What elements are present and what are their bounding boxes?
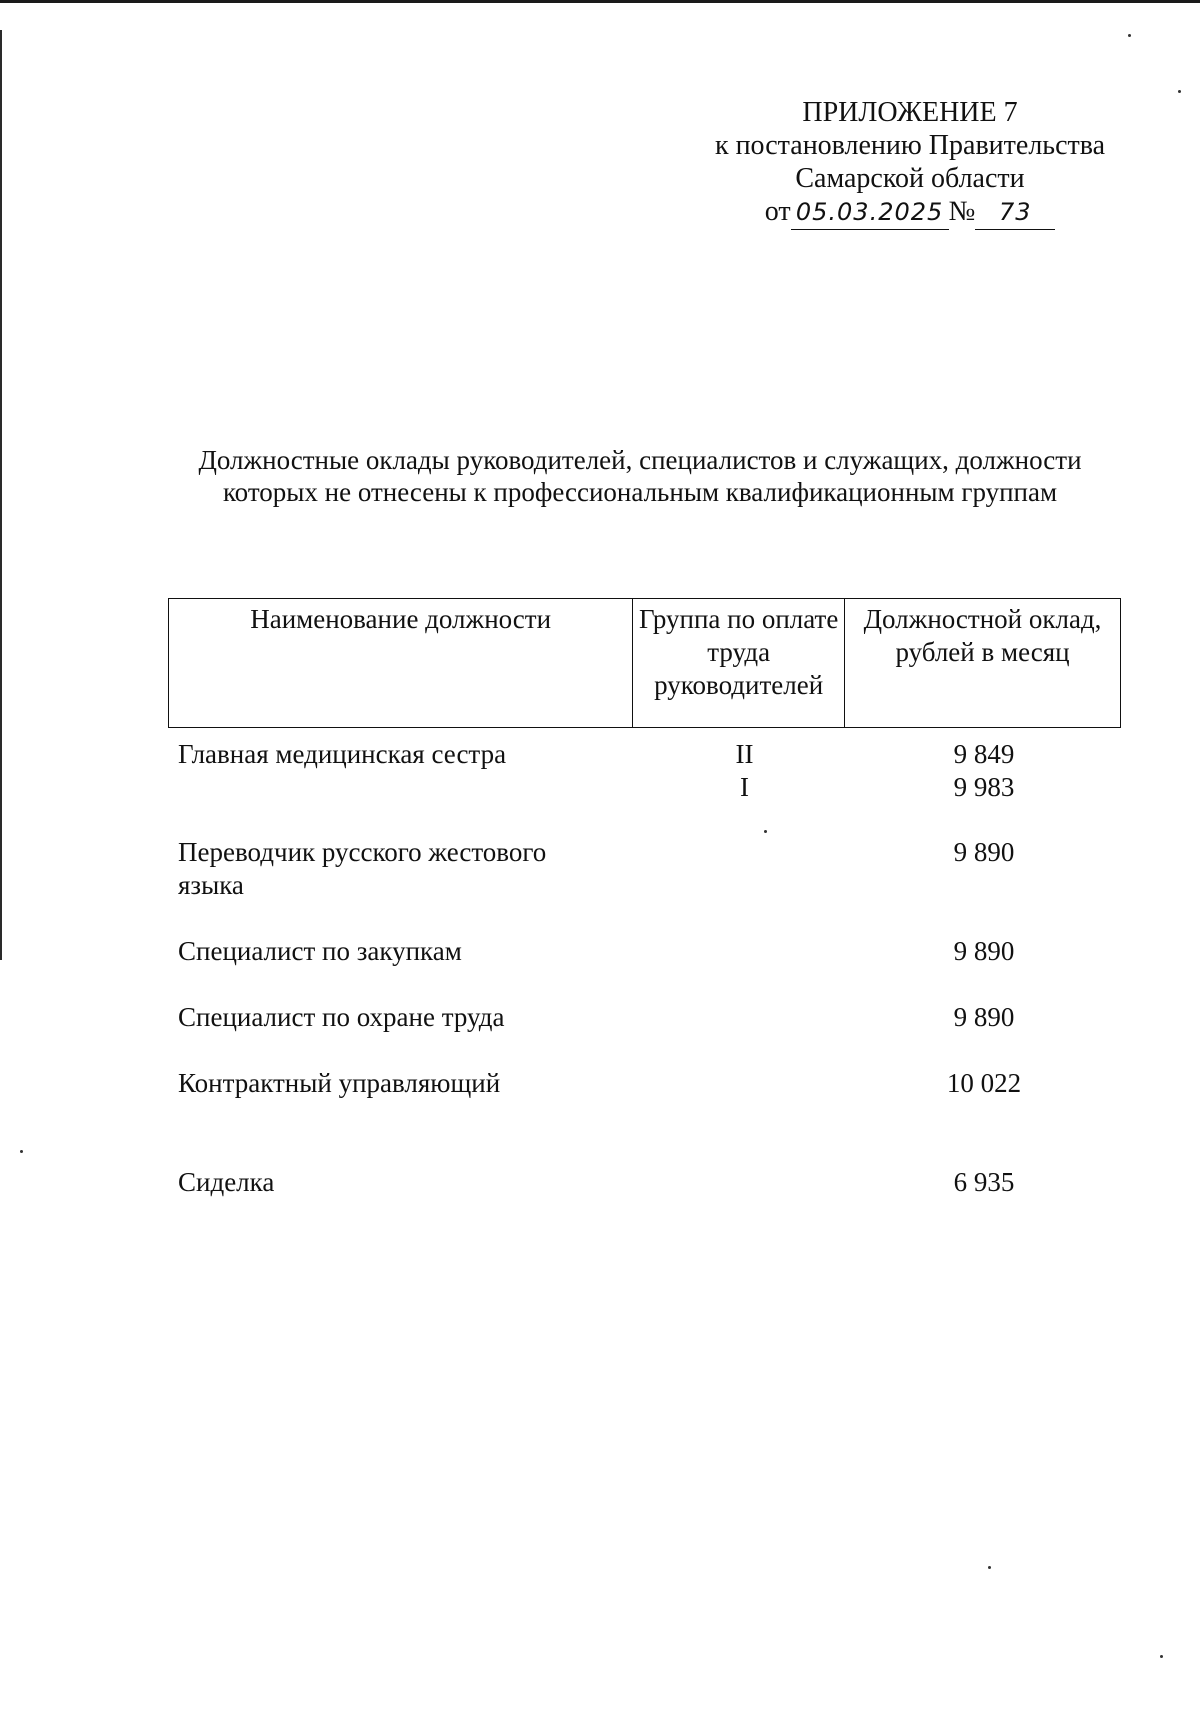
title-line-2: которых не отнесены к профессиональным квалификационным группам	[222, 477, 1058, 507]
scan-speck	[1128, 34, 1131, 37]
scan-speck	[764, 830, 767, 833]
appendix-line-3: Самарской области	[795, 163, 1025, 194]
scan-speck	[1160, 1655, 1163, 1658]
salary-value: 9 890	[953, 837, 1015, 867]
appendix-line-2: к постановлению Правительства	[714, 130, 1106, 161]
scan-speck	[988, 1566, 991, 1569]
scan-speck	[1178, 90, 1181, 93]
appendix-line-1: ПРИЛОЖЕНИЕ 7	[802, 97, 1018, 128]
salary-value: 9 849	[953, 739, 1015, 769]
position-name: Контрактный управляющий	[178, 1068, 501, 1098]
position-name: Сиделка	[178, 1167, 275, 1197]
appendix-header	[680, 96, 1140, 230]
salary-value: 6 935	[953, 1167, 1015, 1197]
number-sign: №	[948, 196, 976, 227]
date-prefix: от	[764, 196, 791, 227]
position-name: Главная медицинская сестра	[178, 739, 507, 769]
scan-top-border	[0, 0, 1200, 3]
header-management-group: Группа по оплате труда руководителей	[633, 599, 845, 728]
salary-value: 9 983	[953, 772, 1015, 802]
header-salary: Должностной оклад, рублей в месяц	[845, 599, 1121, 728]
appendix-date-line	[765, 195, 1056, 230]
salary-value: 9 890	[953, 1002, 1015, 1032]
handwritten-number: 73	[975, 196, 1055, 230]
salary-value: 10 022	[946, 1068, 1022, 1098]
header-position-name: Наименование должности	[169, 599, 633, 728]
salary-table	[168, 598, 1121, 1197]
salary-value: 9 890	[953, 936, 1015, 966]
scan-left-edge	[0, 30, 2, 960]
handwritten-date: 05.03.2025	[791, 196, 949, 230]
position-name: Переводчик русского жестового языка	[178, 837, 547, 900]
title-line-1: Должностные оклады руководителей, специалистов и служащих, должности	[198, 445, 1082, 475]
document-title	[150, 444, 1130, 508]
position-name: Специалист по закупкам	[178, 936, 462, 966]
salary-table-header	[168, 598, 1121, 728]
position-name: Специалист по охране труда	[178, 1002, 505, 1032]
scan-speck	[20, 1150, 23, 1153]
management-group: II	[735, 739, 754, 769]
management-group: I	[740, 772, 749, 802]
